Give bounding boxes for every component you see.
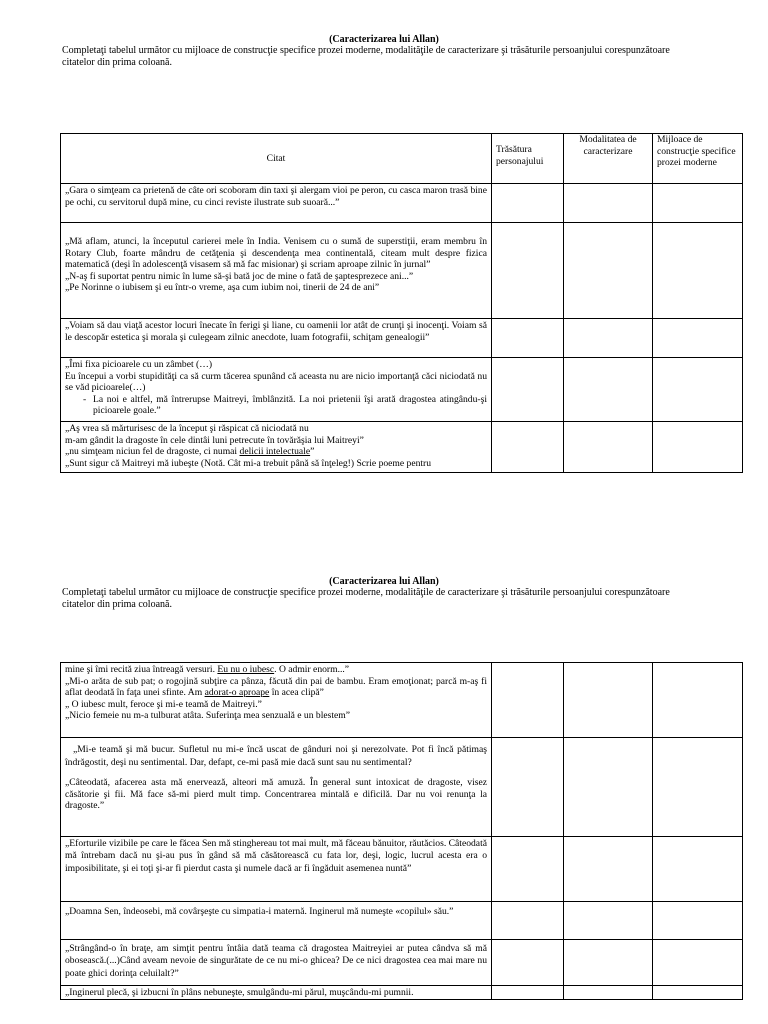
means-cell[interactable] <box>653 902 743 940</box>
method-cell[interactable] <box>564 738 653 837</box>
quote-text: „Mi-o arăta de sub pat; o rogojină subţire ca pânza, făcută din pai de bambu. Eram emoţionat; parcă m-aş fi aflat deodată în faţa unei sfinte. Am <box>65 675 487 699</box>
trait-cell[interactable] <box>492 319 564 358</box>
quote-dialogue-line <box>65 394 487 417</box>
quote-cell <box>61 358 492 422</box>
means-cell[interactable] <box>653 358 743 422</box>
quote-cell <box>61 738 492 837</box>
quote-text: mine şi îmi recită ziua întreagă versuri. <box>65 664 218 675</box>
trait-cell[interactable] <box>492 902 564 940</box>
quote-cell: „Inginerul plecă, şi izbucni în plâns nebuneşte, smulgându-mi părul, muşcându-mi pumnii. <box>61 986 492 1000</box>
quote-line: „Nicio femeie nu m-a tulburat atâta. Suferinţa mea senzuală e un blestem” <box>65 710 351 722</box>
trait-cell[interactable] <box>492 184 564 223</box>
method-cell[interactable] <box>564 184 653 223</box>
paragraph-gap <box>65 769 487 777</box>
means-cell[interactable] <box>653 837 743 902</box>
trait-cell[interactable] <box>492 940 564 986</box>
quote-line: „Sunt sigur că Maitreyi mă iubeşte (Notă. Cât mi-a trebuit până să înţeleg!) Scrie poeme pentru <box>65 457 432 469</box>
method-cell[interactable] <box>564 422 653 473</box>
quote-line <box>65 446 487 458</box>
table-row <box>61 223 743 319</box>
header-modalitatea: Modalitatea de caracterizare <box>564 134 653 184</box>
underlined-phrase: Eu nu o iubesc <box>217 664 275 675</box>
quote-cell: „Eforturile vizibile pe care le făcea Sen mă stinghereau tot mai mult, mă făceau bănuitor, răutăcios. Câteodată mă întrebam dacă nu şi-au pus în gând să mă căsătorească cu fata lor, deşi, logic, lucrul acesta era o imposibilitate, şi ei toţi şi-ar fi pierdut casta şi numele dacă ar fi îngăduit asemenea nuntă” <box>61 837 492 902</box>
page2-instructions: Completaţi tabelul următor cu mijloace de construcţie specifice prozei moderne, modalităţile de caracterizare şi trăsăturile persoanjului corespunzătoare citatelor din prima coloană. <box>62 587 670 610</box>
trait-cell[interactable] <box>492 358 564 422</box>
table-row <box>61 986 743 1000</box>
quote-cell: „Gara o simţeam ca prietenă de câte ori scoboram din taxi şi alergam vioi pe peron, cu casca maron trasă bine pe ochi, cu servitorul după mine, cu cinci reviste ilustrate sub suoară...” <box>61 184 492 223</box>
table-row <box>61 902 743 940</box>
quote-cell <box>61 663 492 738</box>
underlined-phrase: adorat-o aproape <box>204 687 270 699</box>
quote-line: „Pe Norinne o iubisem şi eu într-o vreme, aşa cum iubim noi, tinerii de 24 de ani” <box>65 282 380 294</box>
means-cell[interactable] <box>653 663 743 738</box>
method-cell[interactable] <box>564 358 653 422</box>
means-cell[interactable] <box>653 319 743 358</box>
quote-text: „nu simţeam niciun fel de dragoste, ci numai <box>65 446 240 458</box>
table-row <box>61 837 743 902</box>
means-cell[interactable] <box>653 422 743 473</box>
trait-cell[interactable] <box>492 738 564 837</box>
method-cell[interactable] <box>564 986 653 1000</box>
header-trasatura: Trăsătura personajului <box>492 134 564 184</box>
quote-line: „Mi-e teamă şi mă bucur. Sufletul nu mi-e încă uscat de gânduri noi şi nerezolvate. Pot fi încă pătimaş îndrăgostit, deşi nu sentimental. Dar, defapt, ce-mi pasă mie dacă sunt sau nu sentimental? <box>65 744 487 768</box>
method-cell[interactable] <box>564 223 653 319</box>
quote-line <box>65 676 487 699</box>
quote-cell: „Voiam să dau viaţă acestor locuri înecate în ferigi şi liane, cu oamenii lor atât de crunţi şi inocenţi. Voiam să le descopăr estetica şi morala şi culegeam zilnic anecdote, luam fotografii, schiţam genealogii” <box>61 319 492 358</box>
means-cell[interactable] <box>653 738 743 837</box>
trait-cell[interactable] <box>492 422 564 473</box>
means-cell[interactable] <box>653 184 743 223</box>
trait-cell[interactable] <box>492 223 564 319</box>
quote-cell <box>61 223 492 319</box>
table-row <box>61 358 743 422</box>
quote-text: ” <box>310 446 315 458</box>
quote-line: „Câteodată, afacerea asta mă enervează, alteori mă amuză. În general sunt intoxicat de dragoste, visez căsătorie şi fii. Mă face să-mi pierd mult timp. Concentrarea mintală e dificilă. Dar nu voi renunţa la dragoste.” <box>65 777 487 812</box>
page1-table <box>60 133 743 473</box>
quote-line <box>65 664 487 676</box>
method-cell[interactable] <box>564 319 653 358</box>
method-cell[interactable] <box>564 902 653 940</box>
quote-cell: „Doamna Sen, îndeosebi, mă covârşeşte cu simpatia-i maternă. Inginerul mă numeşte «copilul» său.” <box>61 902 492 940</box>
method-cell[interactable] <box>564 663 653 738</box>
quote-line: m-am gândit la dragoste în cele dintâi luni petrecute în tovărăşia lui Maitreyi” <box>65 434 364 446</box>
table-row <box>61 940 743 986</box>
table-row <box>61 184 743 223</box>
table-header-row <box>61 134 743 184</box>
trait-cell[interactable] <box>492 663 564 738</box>
method-cell[interactable] <box>564 940 653 986</box>
page1-instructions: Completaţi tabelul următor cu mijloace de construcţie specifice prozei moderne, modalităţile de caracterizare şi trăsăturile persoanjului corespunzătoare citatelor din prima coloană. <box>62 45 670 68</box>
table-row <box>61 319 743 358</box>
quote-line: Eu începui a vorbi stupidităţi ca să curm tăcerea spunând că aceasta nu are nicio importanţă căci niciodată nu se văd picioarele(…) <box>65 370 487 394</box>
dialogue-text: La noi e altfel, mă întrerupse Maitreyi, îmblânzită. La noi prietenii îşi arată dragostea atingându-şi picioarele goale.” <box>93 393 487 417</box>
quote-text: . O admir enorm...” <box>274 664 350 675</box>
quote-cell: „Strângând-o în braţe, am simţit pentru întâia dată teama că dragostea Maitreyiei ar putea cândva să mă obosească.(...)Când aveam nevoie de singurătate de ce nu mi-o ghicea? De ce nici dragostea cea mai mare nu poate ghici dorinţa celuilalt?” <box>61 940 492 986</box>
table-row <box>61 422 743 473</box>
table-row <box>61 663 743 738</box>
trait-cell[interactable] <box>492 837 564 902</box>
quote-line: „Mă aflam, atunci, la începutul carierei mele în India. Venisem cu o sumă de superstiţii, eram membru în Rotary Club, foarte mândru de cetăţenia şi descendenţa mea continentală, citeam mult despre fizica matematică (deşi în adolescenţă visasem să mă fac misionar) şi scriam aproape zilnic în jurnal” <box>65 236 487 271</box>
quote-text: în acea clipă” <box>269 687 324 699</box>
means-cell[interactable] <box>653 986 743 1000</box>
page2-title: (Caracterizarea lui Allan) <box>329 576 439 587</box>
dialogue-dash: - <box>83 393 87 405</box>
means-cell[interactable] <box>653 940 743 986</box>
page2-table <box>60 662 743 1000</box>
method-cell[interactable] <box>564 837 653 902</box>
header-citat: Citat <box>61 134 492 184</box>
trait-cell[interactable] <box>492 986 564 1000</box>
table-row <box>61 738 743 837</box>
page1-title: (Caracterizarea lui Allan) <box>329 34 439 45</box>
quote-line: „ O iubesc mult, feroce şi mi-e teamă de Maitreyi.” <box>65 698 262 710</box>
means-cell[interactable] <box>653 223 743 319</box>
header-mijloace: Mijloace de construcţie specifice prozei moderne <box>653 134 743 184</box>
quote-line: „Îmi fixa picioarele cu un zâmbet (…) <box>65 359 213 370</box>
underlined-phrase: delicii intelectuale <box>239 446 311 458</box>
quote-line: „N-aş fi suportat pentru nimic în lume să-şi bată joc de mine o fată de şaptesprezece ani...” <box>65 270 414 282</box>
quote-cell <box>61 422 492 473</box>
quote-line: „Aş vrea să mărturisesc de la început şi răspicat că niciodată nu <box>65 423 309 434</box>
